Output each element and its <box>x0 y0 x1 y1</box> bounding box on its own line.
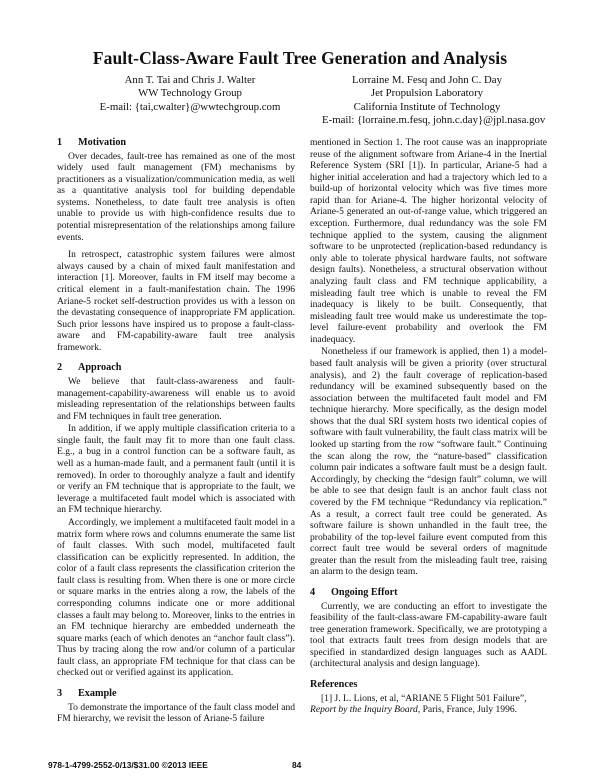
author-affiliation: Jet Propulsion Laboratory <box>370 87 484 100</box>
author-block-right <box>322 74 546 128</box>
author-affiliation: WW Technology Group <box>138 87 242 100</box>
right-column <box>310 137 547 716</box>
section-heading-example: 3 Example <box>57 688 117 700</box>
footer-copyright: 978-1-4799-2552-0/13/$31.00 ©2013 IEEE <box>48 760 208 770</box>
page-number: 84 <box>292 760 302 770</box>
paragraph: We believe that fault-class-awareness and fault-management-capability-awareness will enable us to avoid misleading representation of the relationships between faults and FM techniques in fault tree generation. <box>57 375 295 422</box>
paragraph: To demonstrate the importance of the fault class model and FM hierarchy, we revisit the lesson of Ariane-5 failure <box>57 701 295 725</box>
section-heading-ongoing-effort: 4 Ongoing Effort <box>310 586 398 598</box>
paragraph: Currently, we are conducting an effort to investigate the feasibility of the fault-class-aware FM-capability-aware fault tree generation framework. Specifically, we are prototyping a tool that extracts fault trees from design models that are specified in standardized design languages such as AADL (architectural analysis and design language). <box>310 600 547 670</box>
paper-title: Fault-Class-Aware Fault Tree Generation and Analysis <box>92 48 508 68</box>
author-email: E-mail: {lorraine.m.fesq, john.c.day}@jpl.nasa.gov <box>322 114 546 127</box>
author-block-left <box>80 74 300 114</box>
paragraph: In retrospect, catastrophic system failures were almost always caused by a chain of mixed fault manifestation and interaction [1]. Moreover, faults in FM itself may become a critical element in a fault-manifestation chain. The 1996 Ariane-5 rocket self-destruction provides us with a lesson on the devastating consequence of inappropriate FM application. Such prior lessons have inspired us to propose a fault-class-aware and FM-capability-aware fault tree analysis framework. <box>57 249 295 353</box>
reference-venue: Report by the Inquiry Board <box>310 704 418 716</box>
author-names: Ann T. Tai and Chris J. Walter <box>124 74 256 86</box>
section-heading-motivation: 1 Motivation <box>57 137 127 148</box>
paragraph: Nonetheless if our framework is applied, then 1) a model-based fault analysis will be given a priority (over structural analysis), and 2) the fault coverage of replication-based redundancy will be examined subsequently based on the association between the multifaceted fault model and FM technique hierarchy. More specifically, as the design model shows that the dual SRI system hosts two identical copies of software with fault vulnerability, the fault class matrix will be looked up starting from the row “software fault.” Continuing the scan along the row, the “nature-based” classification column pair indicates a software fault must be a design fault. Accordingly, by checking the “design fault” column, we will be able to see that design fault is an anchor fault class not covered by the FM technique “Redundancy via replication.” As a result, a correct fault tree could be generated. As software failure is shown unhandled in the fault tree, the probability of the top-level failure event computed from this correct fault tree would be several orders of magnitude greater than the result from the misleading fault tree, raising an alarm to the design team. <box>310 346 547 578</box>
author-names: Lorraine M. Fesq and John C. Day <box>352 74 502 86</box>
left-column <box>57 137 295 725</box>
author-email: E-mail: {tai,cwalter}@wwtechgroup.com <box>99 100 281 113</box>
reference-item: [1] J. L. Lions, et al, “ARIANE 5 Flight 501 Failure”, Report by the Inquiry Board, Paris, France, July 1996. <box>310 692 527 716</box>
paragraph: In addition, if we apply multiple classification criteria to a single fault, the fault may fit to more than one fault class. E.g., a bug in a control function can be a software fault, as well as a human-made fault, and a permanent fault (until it is removed). In order to thoroughly analyze a fault and identify or verify an FM technique that is appropriate to the fault, we leverage a multifaceted fault model which is associated with an FM technique hierarchy. <box>57 423 295 516</box>
paragraph: mentioned in Section 1. The root cause was an inappropriate reuse of the alignment software from Ariane-4 in the Inertial Reference System (SRI [1]). In particular, Ariane-5 had a higher initial acceleration and had a trajectory which led to a build-up of horizontal velocity which was five times more rapid than for Ariane-4. The higher horizontal velocity of Ariane-5 generated an out-of-range value, which triggered an exception. Furthermore, dual redundancy was the sole FM technique applied to the system, causing the alignment software to be unprotected (replication-based redundancy is only able to tolerate physical hardware faults, not software design faults). Nonetheless, a structural observation without analyzing fault class and FM technique applicability, a misleading fault tree which is unable to reveal the FM inadequacy is likely to be built. Consequently, that misleading fault tree would make us underestimate the top-level failure-event probability and overlook the FM inadequacy. <box>310 137 547 345</box>
paragraph: Accordingly, we implement a multifaceted fault model in a matrix form where rows and columns enumerate the same list of fault classes. With such model, multifaceted fault classification can be explicitly represented. In addition, the color of a fault class represents the classification criterion the fault class is resulting from. When there is one or more circle or square marks in the entries along a row, the labels of the corresponding columns indicate one or more additional classes a fault may belong to. Moreover, links to the entries in an FM technique hierarchy are embedded underneath the square marks (each of which denotes an “anchor fault class”). Thus by tracing along the row and/or column of a particular fault class, an appropriate FM technique for that class can be checked out or verified against its application. <box>57 516 295 679</box>
references-heading: References <box>310 679 358 691</box>
author-institution: California Institute of Technology <box>353 100 501 113</box>
paragraph: Over decades, fault-tree has remained as one of the most widely used fault management (FM) mechanisms by practitioners as a visualization/communication media, as well as a quantitative analysis tool for building dependable systems. Nonetheless, to date fault tree analysis is often unable to provide us with high-confidence results due to potential misrepresentation of the relationships among failure events. <box>57 150 295 243</box>
section-heading-approach: 2 Approach <box>57 362 122 374</box>
